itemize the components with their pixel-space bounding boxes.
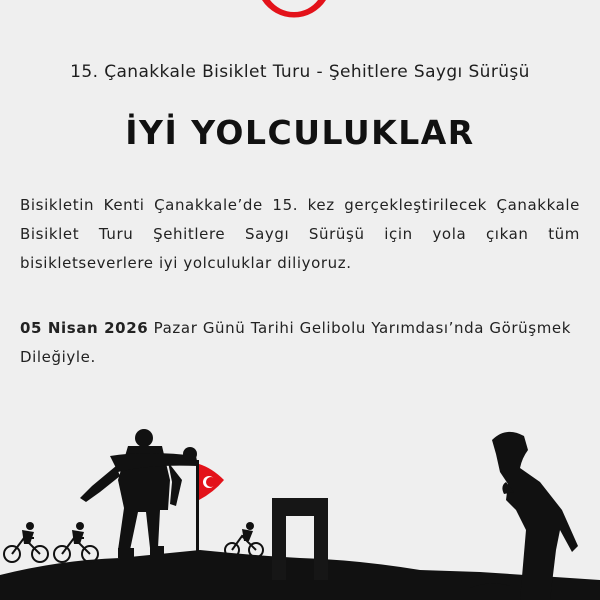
- message-paragraph: Bisikletin Kenti Çanakkale’de 15. kez gerçekleştirilecek Çanakkale Bisiklet Turu Şehitlere Saygı Sürüşü için yola çıkan tüm bisikletseverlere iyi yolculuklar diliyoruz.: [20, 196, 580, 272]
- cyclist-icon: [72, 522, 84, 544]
- event-subtitle: 15. Çanakkale Bisiklet Turu - Şehitlere Saygı Sürüşü: [70, 62, 530, 82]
- cyclist-icon: [242, 522, 254, 541]
- event-date: 05 Nisan 2026: [20, 319, 149, 337]
- crescent-icon: [0, 0, 600, 30]
- soldier-carrying-wounded-icon: [80, 429, 198, 558]
- turkish-flag-icon: [196, 460, 224, 560]
- event-detail: Pazar Günü Tarihi Gelibolu Yarımdası’nda Görüşmek Dileğiyle.: [20, 319, 572, 366]
- event-line: [20, 314, 580, 372]
- page-title: İYİ YOLCULUKLAR: [125, 113, 475, 152]
- cyclist-icon: [22, 522, 34, 544]
- silhouette-scene: [0, 420, 600, 600]
